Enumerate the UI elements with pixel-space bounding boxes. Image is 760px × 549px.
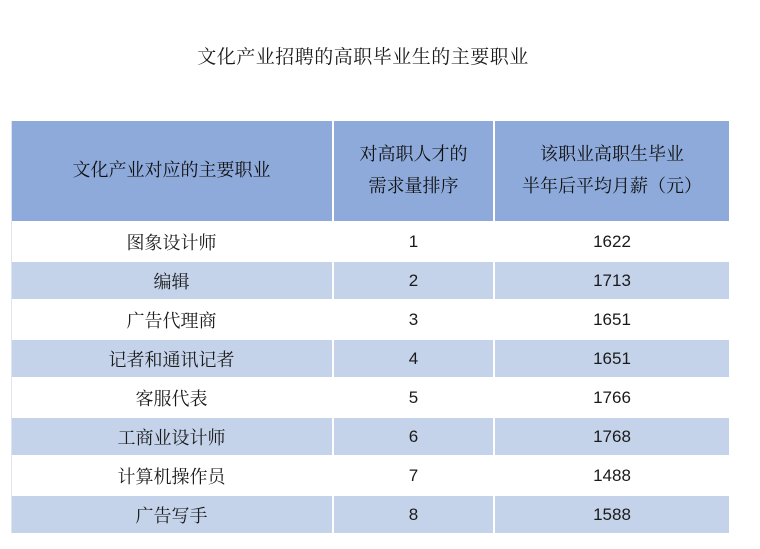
table-row xyxy=(11,339,729,378)
header-demand-rank-line-2: 需求量排序 xyxy=(368,176,459,197)
cell-occupation: 客服代表 xyxy=(11,378,333,417)
jobs-table xyxy=(11,121,729,533)
table-row xyxy=(11,261,729,300)
cell-rank: 1 xyxy=(333,222,494,261)
table-row xyxy=(11,417,729,456)
table-body xyxy=(11,222,729,533)
table-row xyxy=(11,378,729,417)
table-row xyxy=(11,456,729,495)
header-occupation-line-1: 文化产业对应的主要职业 xyxy=(72,160,271,181)
cell-rank: 4 xyxy=(333,339,494,378)
cell-rank: 8 xyxy=(333,495,494,533)
header-salary-line-1: 该职业高职生毕业 xyxy=(540,144,684,165)
cell-occupation: 计算机操作员 xyxy=(11,456,333,495)
cell-salary: 1768 xyxy=(494,417,729,456)
cell-salary: 1488 xyxy=(494,456,729,495)
header-salary xyxy=(494,121,729,222)
cell-rank: 3 xyxy=(333,300,494,339)
table-row xyxy=(11,222,729,261)
cell-occupation: 广告代理商 xyxy=(11,300,333,339)
header-occupation xyxy=(11,121,333,222)
cell-rank: 5 xyxy=(333,378,494,417)
cell-rank: 2 xyxy=(333,261,494,300)
table-left-border xyxy=(11,121,12,533)
header-row xyxy=(11,121,729,222)
table-header xyxy=(11,121,729,222)
cell-occupation: 广告写手 xyxy=(11,495,333,533)
cell-occupation: 工商业设计师 xyxy=(11,417,333,456)
header-salary-line-2: 半年后平均月薪（元） xyxy=(522,176,702,197)
cell-salary: 1713 xyxy=(494,261,729,300)
table-row xyxy=(11,300,729,339)
cell-salary: 1588 xyxy=(494,495,729,533)
cell-occupation: 编辑 xyxy=(11,261,333,300)
cell-salary: 1766 xyxy=(494,378,729,417)
header-demand-rank xyxy=(333,121,494,222)
cell-rank: 6 xyxy=(333,417,494,456)
cell-salary: 1622 xyxy=(494,222,729,261)
cell-salary: 1651 xyxy=(494,339,729,378)
cell-occupation: 图象设计师 xyxy=(11,222,333,261)
table-row xyxy=(11,495,729,533)
cell-rank: 7 xyxy=(333,456,494,495)
table-title: 文化产业招聘的高职毕业生的主要职业 xyxy=(197,46,529,68)
cell-salary: 1651 xyxy=(494,300,729,339)
header-demand-rank-line-1: 对高职人才的 xyxy=(359,144,468,165)
cell-occupation: 记者和通讯记者 xyxy=(11,339,333,378)
